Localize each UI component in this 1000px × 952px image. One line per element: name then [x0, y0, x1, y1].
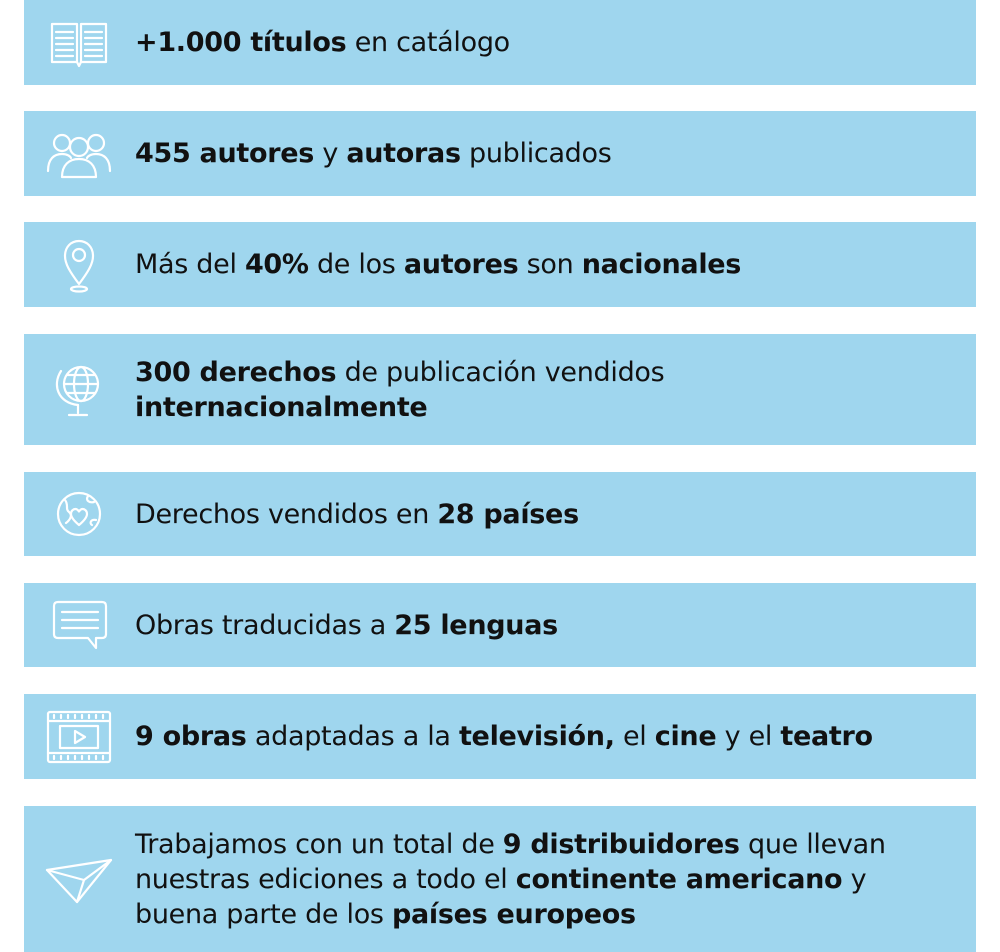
highlight-text: nacionales: [581, 249, 742, 280]
row-text: [135, 608, 956, 643]
row-text: [135, 827, 956, 932]
body-text: el: [614, 721, 655, 752]
highlight-text: 455 autores: [135, 138, 315, 169]
highlight-text: autores: [403, 249, 519, 280]
body-text: y: [842, 864, 867, 895]
body-text: en catálogo: [346, 27, 510, 58]
body-text: Más del: [135, 249, 245, 280]
highlight-text: 28 países: [437, 499, 579, 530]
highlight-text: televisión,: [458, 721, 615, 752]
body-text: de los: [308, 249, 404, 280]
body-text: nuestras ediciones a todo el: [135, 864, 516, 895]
speech-bubble-icon: [42, 593, 116, 657]
highlight-text: 25 lenguas: [394, 610, 558, 641]
row-text: [135, 136, 956, 171]
row-languages: [24, 583, 976, 667]
highlight-text: 9 obras: [135, 721, 247, 752]
highlight-text: continente americano: [515, 864, 843, 895]
highlight-text: autoras: [346, 138, 461, 169]
highlight-text: +1.000 títulos: [135, 27, 347, 58]
body-text: buena parte de los: [135, 899, 392, 930]
body-text: son: [518, 249, 582, 280]
people-icon: [42, 122, 116, 186]
highlight-text: 9 distribuidores: [502, 829, 740, 860]
row-countries: [24, 472, 976, 556]
body-text: de publicación vendidos: [336, 357, 665, 388]
location-pin-icon: [42, 233, 116, 297]
body-text: Trabajamos con un total de: [135, 829, 503, 860]
book-icon: [42, 11, 116, 75]
body-text: Obras traducidas a: [135, 610, 395, 641]
row-text: [135, 355, 956, 425]
row-national: [24, 222, 976, 307]
row-text: [135, 497, 956, 532]
highlight-text: cine: [654, 721, 717, 752]
body-text: publicados: [460, 138, 612, 169]
highlight-text: internacionalmente: [135, 392, 428, 423]
body-text: y el: [716, 721, 781, 752]
row-text: [135, 719, 956, 754]
row-text: [135, 247, 956, 282]
row-authors: [24, 111, 976, 196]
highlight-text: 300 derechos: [135, 357, 337, 388]
globe-stand-icon: [42, 358, 116, 422]
row-adaptations: [24, 694, 976, 779]
body-text: y: [314, 138, 347, 169]
highlight-text: teatro: [780, 721, 873, 752]
row-rights: [24, 334, 976, 445]
body-text: que llevan: [739, 829, 886, 860]
body-text: Derechos vendidos en: [135, 499, 438, 530]
row-text: [135, 25, 956, 60]
row-distributors: [24, 806, 976, 952]
row-catalog: [24, 0, 976, 85]
body-text: adaptadas a la: [246, 721, 459, 752]
film-strip-icon: [42, 705, 116, 769]
highlight-text: países europeos: [391, 899, 636, 930]
highlight-text: 40%: [244, 249, 309, 280]
globe-heart-icon: [42, 482, 116, 546]
paper-plane-icon: [42, 847, 116, 911]
